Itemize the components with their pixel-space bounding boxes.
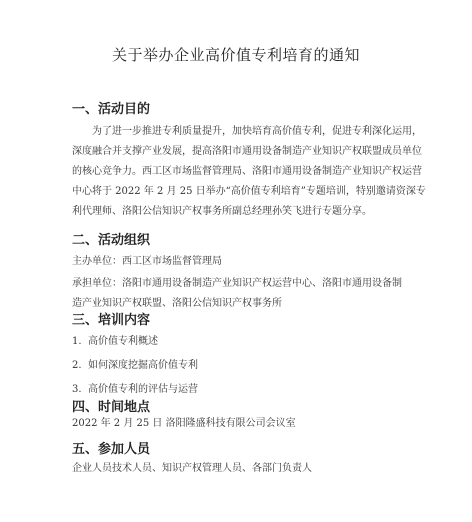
section-heading-content: 三、培训内容 [72, 313, 151, 328]
list-item: 2. 如何深度挖掘高价值专利 [72, 360, 198, 371]
document-title: 关于举办企业高价值专利培育的通知 [111, 46, 360, 64]
organizer-line: 造产业知识产权联盟、洛阳公信知识产权事务所 [72, 298, 282, 309]
participants-text: 企业人员技术人员、知识产权管理人员、各部门负责人 [72, 463, 312, 474]
purpose-line: 为了进一步推进专利质量提升，加快培育高价值专利，促进专利深化运用， [92, 126, 422, 137]
section-heading-time-place: 四、时间地点 [72, 400, 151, 415]
section-heading-purpose: 一、活动目的 [72, 102, 151, 117]
organizer-units [72, 274, 408, 314]
purpose-line: 中心将于 2022 年 2 月 25 日举办“高价值专利培育”专题培训，特别邀请资深专 [72, 186, 426, 197]
organizer-line: 承担单位：洛阳市通用设备制造产业知识产权运营中心、洛阳市通用设备制 [72, 278, 402, 289]
section-heading-organization: 二、活动组织 [72, 233, 151, 248]
purpose-paragraph [72, 122, 426, 222]
section-heading-participants: 五、参加人员 [72, 442, 151, 457]
purpose-line: 深度融合并支撑产业发展，提高洛阳市通用设备制造产业知识产权联盟成员单位 [72, 146, 422, 157]
purpose-line: 的核心竞争力。西工区市场监督管理局、洛阳市通用设备制造产业知识产权运营 [72, 166, 422, 177]
list-item: 1. 高价值专利概述 [72, 336, 158, 347]
host-unit [72, 252, 408, 272]
time-place-text: 2022 年 2 月 25 日 洛阳隆盛科技有限公司会议室 [72, 418, 296, 429]
purpose-line: 利代理师、洛阳公信知识产权事务所副总经理孙笑飞进行专题分享。 [72, 206, 372, 217]
host-unit-line: 主办单位：西工区市场监督管理局 [72, 256, 222, 267]
list-item: 3. 高价值专利的评估与运营 [72, 384, 198, 395]
training-content-list [72, 330, 408, 402]
